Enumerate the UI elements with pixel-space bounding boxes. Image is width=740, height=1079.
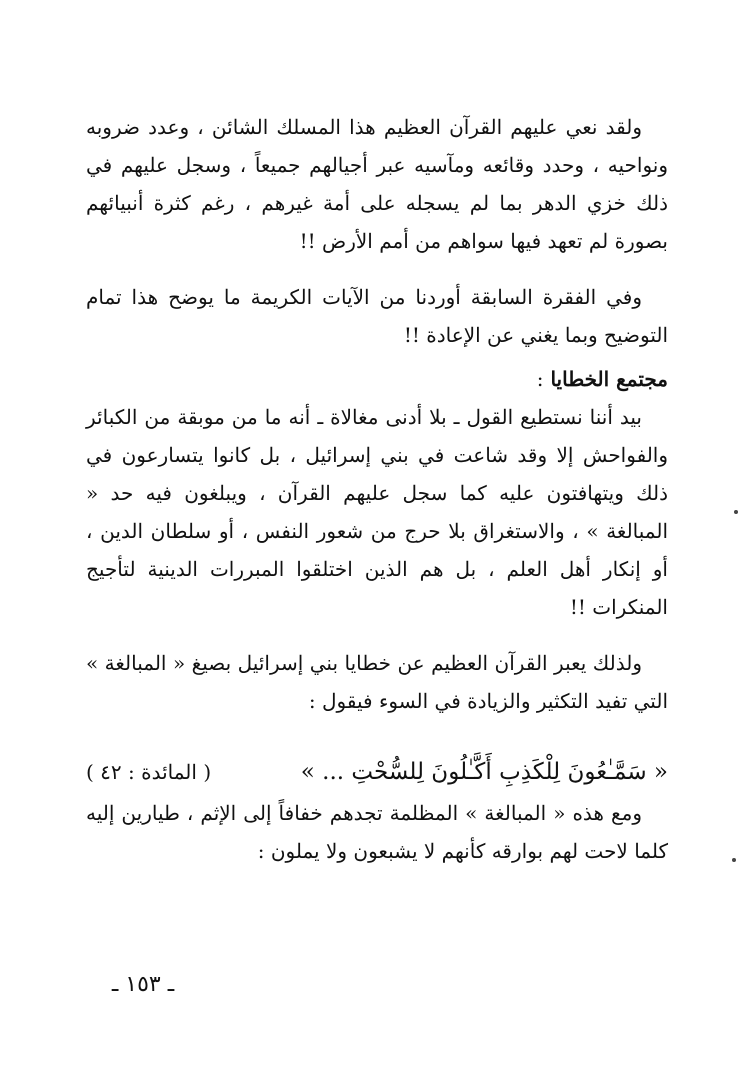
section-heading [86, 360, 668, 398]
spacer [86, 260, 668, 278]
paragraph-2: وفي الفقرة السابقة أوردنا من الآيات الكريمة ما يوضح هذا تمام التوضيح وبما يغني عن الإعادة !! [86, 285, 668, 347]
paragraph-4: ولذلك يعبر القرآن العظيم عن خطايا بني إسرائيل بصيغ « المبالغة » التي تفيد التكثير والزيادة في السوء فيقول : [86, 651, 668, 713]
paragraph-3: بيد أننا نستطيع القول ـ بلا أدنى مغالاة ـ أنه ما من موبقة من الكبائر والفواحش إلا وقد شاعت في بني إسرائيل ، بل كانوا يتسارعون في ذلك ويتهافتون عليه كما سجل عليهم القرآن ، ويبلغون فيه حد « المبالغة » ، والاستغراق بلا حرج من شعور النفس ، أو سلطان الدين ، أو إنكار أهل العلم ، بل هم الذين اختلقوا المبررات الدينية لتأجيج المنكرات !! [86, 405, 669, 619]
page-body [86, 108, 668, 870]
scan-speck [734, 510, 738, 514]
verse-reference: ( المائدة : ٤٢ ) [86, 760, 212, 784]
scan-speck [732, 858, 736, 862]
quran-verse-line [86, 750, 668, 794]
spacer [86, 626, 668, 644]
section-heading-text: مجتمع الخطايا [550, 367, 668, 391]
page-number: ـ ١٥٣ ـ [111, 972, 175, 997]
section-heading-colon: : [536, 367, 544, 391]
quran-verse: « سَمَّـٰعُونَ لِلْكَذِبِ أَكَّـٰلُونَ لِلسُّحْتِ ... » [300, 759, 668, 785]
paragraph-1: ولقد نعي عليهم القرآن العظيم هذا المسلك الشائن ، وعدد ضروبه ونواحيه ، وحدد وقائعه ومآسيه عبر أجيالهم جميعاً ، وسجل عليهم في ذلك خزي الدهر بما لم يسجله على أمة غيرهم ، رغم كثرة أنبيائهم بصورة لم تعهد فيها سواهم من أمم الأرض !! [86, 115, 668, 253]
paragraph-5: ومع هذه « المبالغة » المظلمة تجدهم خفافاً إلى الإثم ، طيارين إليه كلما لاحت لهم بوارقه كأنهم لا يشبعون ولا يملون : [86, 801, 668, 863]
